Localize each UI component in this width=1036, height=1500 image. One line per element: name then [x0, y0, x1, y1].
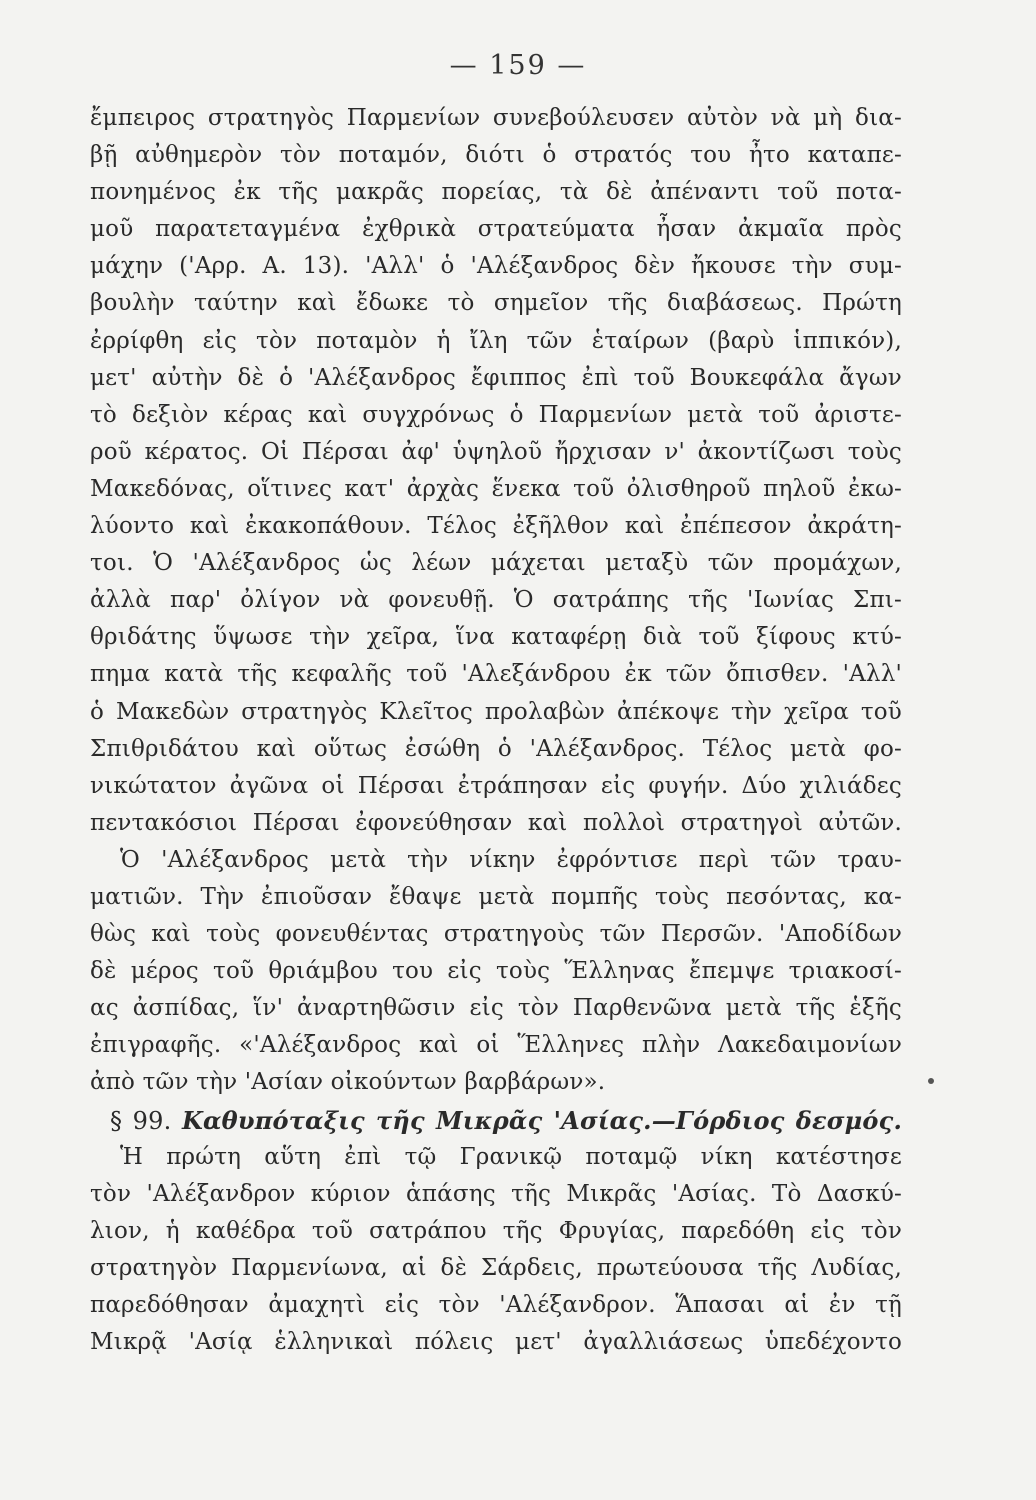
paragraph-first-line: Ἡ πρώτη αὕτη ἐπὶ τῷ Γρανικῷ ποταμῷ νίκη κατέστησε — [120, 1143, 902, 1170]
text-line: βῇ αὐθημερὸν τὸν ποταμόν, διότι ὁ στρατός του ἦτο καταπε- — [90, 142, 902, 169]
section-title: Καθυπόταξις τῆς Μικρᾶς 'Ασίας.—Γόρδιος δεσμός. — [181, 1105, 902, 1135]
text-line: στρατηγὸν Παρμενίωνα, αἱ δὲ Σάρδεις, πρωτεύουσα τῆς Λυδίας, — [90, 1254, 902, 1281]
text-line: θριδάτης ὕψωσε τὴν χεῖρα, ἵνα καταφέρῃ διὰ τοῦ ξίφους κτύ- — [90, 624, 902, 651]
text-line: Μακεδόνας, οἵτινες κατ' ἀρχὰς ἕνεκα τοῦ ὀλισθηροῦ πηλοῦ ἐκω- — [90, 475, 902, 502]
text-line: ἔμπειρος στρατηγὸς Παρμενίων συνεβούλευσεν αὐτὸν νὰ μὴ δια- — [90, 105, 902, 131]
page-body — [90, 100, 902, 1361]
page-number: — 159 — — [449, 50, 587, 81]
text-line: Σπιθριδάτου καὶ οὕτως ἐσώθη ὁ 'Αλέξανδρος. Τέλος μετὰ φο- — [90, 735, 902, 762]
text-line: λιον, ἡ καθέδρα τοῦ σατράπου τῆς Φρυγίας, παρεδόθη εἰς τὸν — [90, 1217, 902, 1244]
paragraph-first-line: Ὁ 'Αλέξανδρος μετὰ τὴν νίκην ἐφρόντισε περὶ τῶν τραυ- — [120, 846, 902, 873]
text-line: ροῦ κέρατος. Οἱ Πέρσαι ἀφ' ὑψηλοῦ ἤρχισαν ν' ἀκοντίζωσι τοὺς — [90, 438, 902, 465]
text-line: ἀλλὰ παρ' ὀλίγον νὰ φονευθῇ. Ὁ σατράπης τῆς 'Ιωνίας Σπι- — [90, 587, 902, 614]
text-line: ας ἀσπίδας, ἵν' ἀναρτηθῶσιν εἰς τὸν Παρθενῶνα μετὰ τῆς ἑξῆς — [90, 995, 902, 1022]
text-line: νικώτατον ἀγῶνα οἱ Πέρσαι ἐτράπησαν εἰς φυγήν. Δύο χιλιάδες — [90, 772, 902, 799]
text-line: ματιῶν. Τὴν ἐπιοῦσαν ἔθαψε μετὰ πομπῆς τοὺς πεσόντας, κα- — [90, 883, 902, 910]
text-line: παρεδόθησαν ἀμαχητὶ εἰς τὸν 'Αλέξανδρον. Ἅπασαι αἱ ἐν τῇ — [90, 1292, 902, 1318]
text-line: μάχην ('Αρρ. Α. 13). 'Αλλ' ὁ 'Αλέξανδρος δὲν ἤκουσε τὴν συμ- — [90, 253, 902, 280]
text-line: τὸ δεξιὸν κέρας καὶ συγχρόνως ὁ Παρμενίων μετὰ τοῦ ἀριστε- — [90, 401, 902, 428]
text-line: πεντακόσιοι Πέρσαι ἐφονεύθησαν καὶ πολλοὶ στρατηγοὶ αὐτῶν. — [90, 809, 902, 836]
section-number: § 99. — [110, 1106, 172, 1135]
text-line: λύοντο καὶ ἐκακοπάθουν. Τέλος ἐξῆλθον καὶ ἐπέπεσον ἀκράτη- — [90, 513, 902, 540]
text-line: ἐρρίφθη εἰς τὸν ποταμὸν ἡ ἴλη τῶν ἑταίρων (βαρὺ ἱππικόν), — [90, 327, 902, 354]
text-line: ὁ Μακεδὼν στρατηγὸς Κλεῖτος προλαβὼν ἀπέκοψε τὴν χεῖρα τοῦ — [90, 698, 902, 725]
text-line: πημα κατὰ τῆς κεφαλῆς τοῦ 'Αλεξάνδρου ἐκ τῶν ὄπισθεν. 'Αλλ' — [90, 661, 902, 688]
print-speck — [928, 1078, 934, 1084]
text-line: τοι. Ὁ 'Αλέξανδρος ὡς λέων μάχεται μεταξὺ τῶν προμάχων, — [90, 550, 902, 577]
text-line: θὼς καὶ τοὺς φονευθέντας στρατηγοὺς τῶν Περσῶν. 'Αποδίδων — [90, 921, 902, 948]
text-line: μοῦ παρατεταγμένα ἐχθρικὰ στρατεύματα ἦσαν ἀκμαῖα πρὸς — [90, 216, 902, 243]
section-heading — [90, 1102, 902, 1139]
text-line: τὸν 'Αλέξανδρον κύριον ἁπάσης τῆς Μικρᾶς 'Ασίας. Τὸ Δασκύ- — [90, 1180, 902, 1207]
text-line: πονημένος ἐκ τῆς μακρᾶς πορείας, τὰ δὲ ἀπέναντι τοῦ ποτα- — [90, 179, 902, 206]
text-line: Μικρᾷ 'Ασίᾳ ἑλληνικαὶ πόλεις μετ' ἀγαλλιάσεως ὑπεδέχοντο — [90, 1329, 902, 1356]
text-line: μετ' αὐτὴν δὲ ὁ 'Αλέξανδρος ἔφιππος ἐπὶ τοῦ Βουκεφάλα ἄγων — [90, 364, 902, 391]
text-line: βουλὴν ταύτην καὶ ἔδωκε τὸ σημεῖον τῆς διαβάσεως. Πρώτη — [90, 290, 902, 317]
text-line: δὲ μέρος τοῦ θριάμβου του εἰς τοὺς Ἕλληνας ἔπεμψε τριακοσί- — [90, 958, 902, 985]
text-line: ἐπιγραφῆς. «'Αλέξανδρος καὶ οἱ Ἕλληνες πλὴν Λακεδαιμονίων — [90, 1032, 902, 1059]
paragraph-last-line: ἀπὸ τῶν τὴν 'Ασίαν οἰκούντων βαρβάρων». — [90, 1069, 606, 1096]
